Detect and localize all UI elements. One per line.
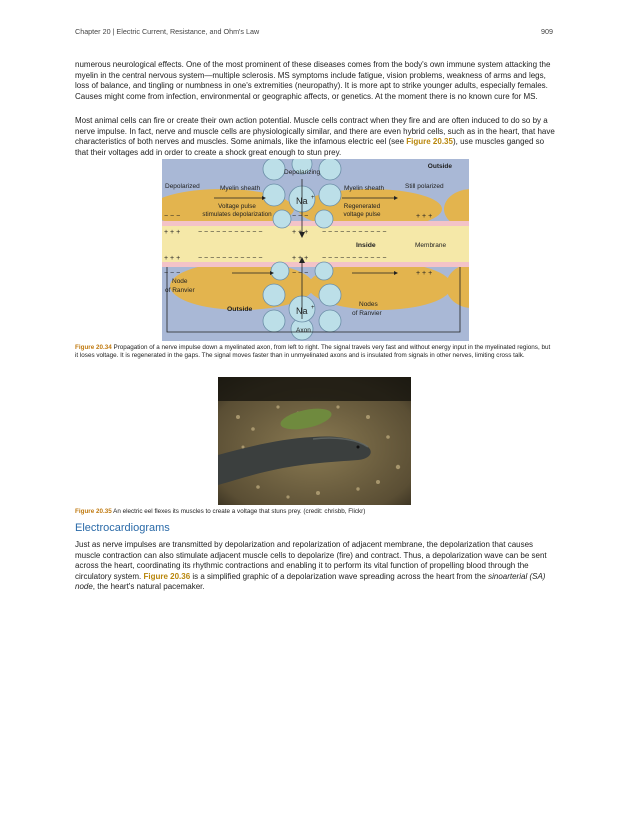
label-na-bottom-charge: + [311,305,315,311]
paragraph-electrocardiograms [75,540,555,593]
caption-text: Propagation of a nerve impulse down a myelinated axon, from left to right. The signal travels very fast and without energy input in the myelinated regions, but it loses voltage. It is regenerated in the gaps. The signal moves faster than in unmyelinated axons and is insulated from signals in other nerves, limiting cross talk. [75,344,551,360]
signs-lower-right: + + + [416,270,433,277]
paragraph-text: Most animal cells can fire or create their own action potential. Muscle cells contract when they fire and are often induced to do so by a nerve impulse. In fact, nerve and muscle cells are physiologically similar, and there are even hybrid cells, such as in the heart, that have characteristics of both nerves and muscles. Some animals, like the infamous electric eel (see [75,116,555,147]
label-voltage-pulse: Voltage pulse [218,203,256,210]
label-na-top-charge: + [311,195,315,201]
label-node-ranvier: of Ranvier [165,287,195,294]
label-inside: Inside [356,242,376,249]
page-number: 909 [541,27,553,36]
label-myelin-left: Myelin sheath [220,185,261,192]
chapter-title: Chapter 20 | Electric Current, Resistance, and Ohm's Law [75,27,260,36]
paragraph-text: is a simplified graphic of a depolarization wave spreading across the heart from the [190,571,489,581]
membrane-bottom [162,262,469,267]
signs-inner-bottom-node: + + + [292,255,309,262]
label-node: Node [172,278,188,285]
signs-lower-left: − − − [164,270,181,277]
paragraph-text: ), use muscles ganged so that their voltages add in order to create a shock great enough to stun prey. [75,137,545,157]
caption-label: Figure 20.34 [75,344,112,351]
page-header [75,27,553,36]
signs-inner-bottom-mid: − − − − − − − − − − − [198,255,263,262]
signs-lower-node: − − − [292,270,309,277]
signs-inner-top-mid: − − − − − − − − − − − [198,229,263,236]
signs-upper-left: − − − [164,213,181,220]
eel-eye [357,446,360,449]
label-depolarizing: Depolarizing [284,169,321,176]
paragraph-text: , the heart's natural pacemaker. [92,582,205,592]
label-na-top: Na [296,196,308,206]
label-na-bottom: Na [296,306,308,316]
figure-20-35-caption [75,508,555,516]
figure-20-34-caption [75,344,555,360]
caption-label: Figure 20.35 [75,508,112,515]
label-myelin-right: Myelin sheath [344,185,385,192]
label-regenerated-2: voltage pulse [343,211,381,218]
glossary-term: sinoarterial (SA) node [75,571,546,592]
signs-inner-bottom-right: − − − − − − − − − − − [322,255,387,262]
signs-inner-bottom-left: + + + [164,255,181,262]
paragraph-ms: numerous neurological effects. One of the most prominent of these diseases comes from the body's own immune system attacking the myelin in the central nervous system—multiple sclerosis. MS symptoms include fatigue, vision problems, weakness of arms and legs, loss of balance, and tingling or numbness in one's extremities (neuropathy). It is more apt to strike younger adults, especially females. Causes might come from infection, environmental or geographic affects, or genetics. At the moment there is no known cure for MS. [75,60,551,101]
label-regenerated: Regenerated [343,203,381,210]
signs-upper-right: + + + [416,213,433,220]
label-axon: Axon [296,327,311,334]
signs-inner-top-node: + + + [292,229,309,236]
label-nodes: Nodes [359,301,378,308]
label-membrane: Membrane [415,242,447,249]
paragraph-animal-cells [75,116,555,158]
paragraph-text: Just as nerve impulses are transmitted by depolarization and repolarization of adjacent membrane, the depolarization that causes muscle contraction can also stimulate adjacent muscle cells to depolarize (fire) and contract. Thus, a depolarization wave can be sent across the heart, coordinating its rhythmic contractions and enabling it to perform its vital function of propelling blood through the circulatory system. [75,540,547,581]
figure-20-35-link[interactable]: Figure 20.35 [406,137,453,147]
nerve-impulse-diagram [162,159,469,341]
label-outside-top: Outside [427,163,452,170]
dark-water-top [218,377,411,401]
caption-text: An electric eel flexes its muscles to create a voltage that stuns prey. (credit: chrisbb, Flickr) [111,508,366,515]
figure-20-36-link[interactable]: Figure 20.36 [143,571,191,581]
signs-inner-top-right: − − − − − − − − − − − [322,229,387,236]
label-still-polarized: Still polarized [405,183,444,190]
electric-eel-photo [218,377,411,505]
label-nodes-ranvier: of Ranvier [352,310,382,317]
label-depolarized: Depolarized [165,183,200,190]
signs-inner-top-left: + + + [164,229,181,236]
section-heading: Electrocardiograms [75,522,170,534]
label-outside-bottom: Outside [227,306,253,313]
label-voltage-pulse-2: stimulates depolarization [202,211,272,218]
signs-upper-node: − − − [292,213,309,220]
